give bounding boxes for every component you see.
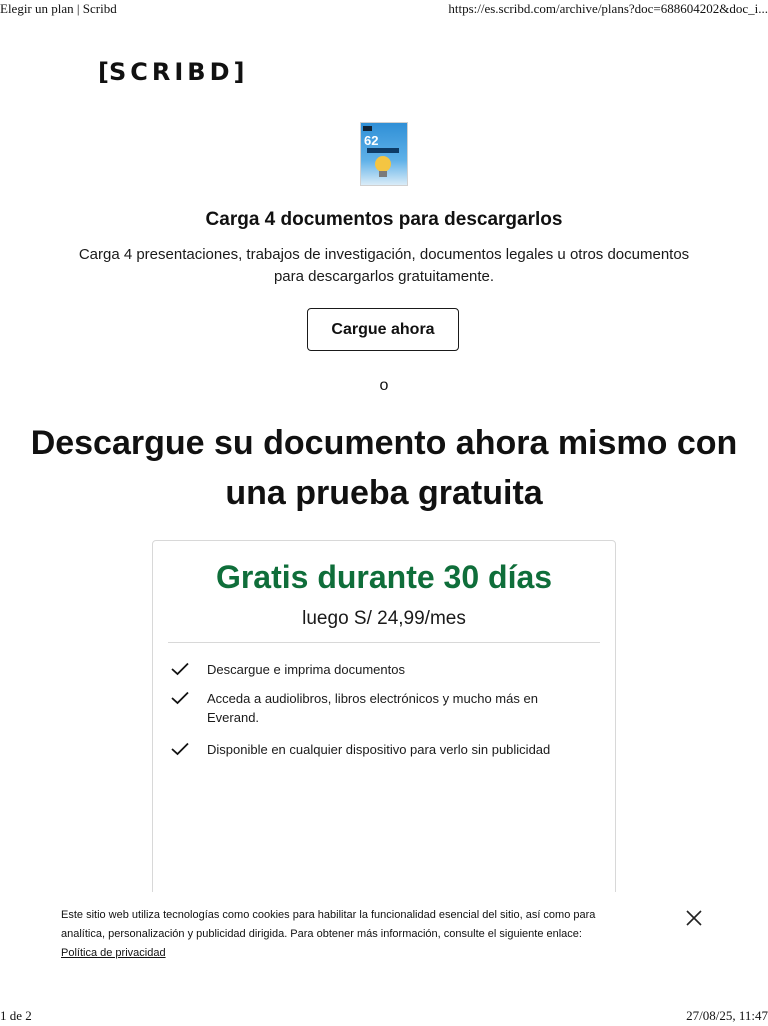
feature-text: Acceda a audiolibros, libros electrónicos y mucho más en Everand. [207,691,538,725]
thumbnail-band [367,148,399,153]
document-thumbnail [361,123,407,185]
check-icon [171,691,189,705]
plan-divider [168,642,600,643]
cookie-banner [0,892,768,974]
logo-text: SCRIBD [108,58,234,86]
print-datetime: 27/08/25, 11:47 [686,1008,768,1023]
cookie-message: Este sitio web utiliza tecnologías como cookies para habilitar la funcionalidad esencial del sitio, así como para analítica, personalización y publicidad dirigida. Para obtener más información, consulte el siguiente enlace: [61,909,596,940]
plan-title: Gratis durante 30 días [215,559,553,595]
upload-description: Carga 4 presentaciones, trabajos de investigación, documentos legales u otros documentos para descargarlos gratuitamente. [78,246,690,285]
print-page-number: 1 de 2 [0,1008,32,1023]
logo-bracket-close: ] [233,58,245,86]
check-icon [171,662,189,676]
thumbnail-number: 62 [364,133,379,148]
upload-now-button[interactable]: Cargue ahora [307,308,459,351]
scribd-logo[interactable] [98,58,244,86]
privacy-policy-link[interactable]: Política de privacidad [61,947,166,959]
print-page-title: Elegir un plan | Scribd [0,1,117,16]
feature-text: Descargue e imprima documentos [207,662,405,677]
thumbnail-bulb-base [379,171,387,177]
plan-card[interactable] [152,540,616,922]
feature-text: Disponible en cualquier dispositivo para verlo sin publicidad [207,742,551,757]
thumbnail-tag [363,126,372,131]
print-header [0,1,768,19]
print-footer [0,1008,768,1026]
trial-headline: Descargue su documento ahora mismo con una prueba gratuita [30,424,738,512]
cookie-text-block [61,906,641,963]
upload-title: Carga 4 documentos para descargarlos [205,209,563,230]
close-icon[interactable] [683,907,705,929]
print-url: https://es.scribd.com/archive/plans?doc=688604202&doc_i... [448,1,768,16]
check-icon [171,742,189,756]
or-separator: o [379,377,389,394]
logo-bracket-open: [ [98,58,109,86]
lightbulb-icon [375,156,391,172]
plan-price: luego S/ 24,99/mes [302,608,466,629]
